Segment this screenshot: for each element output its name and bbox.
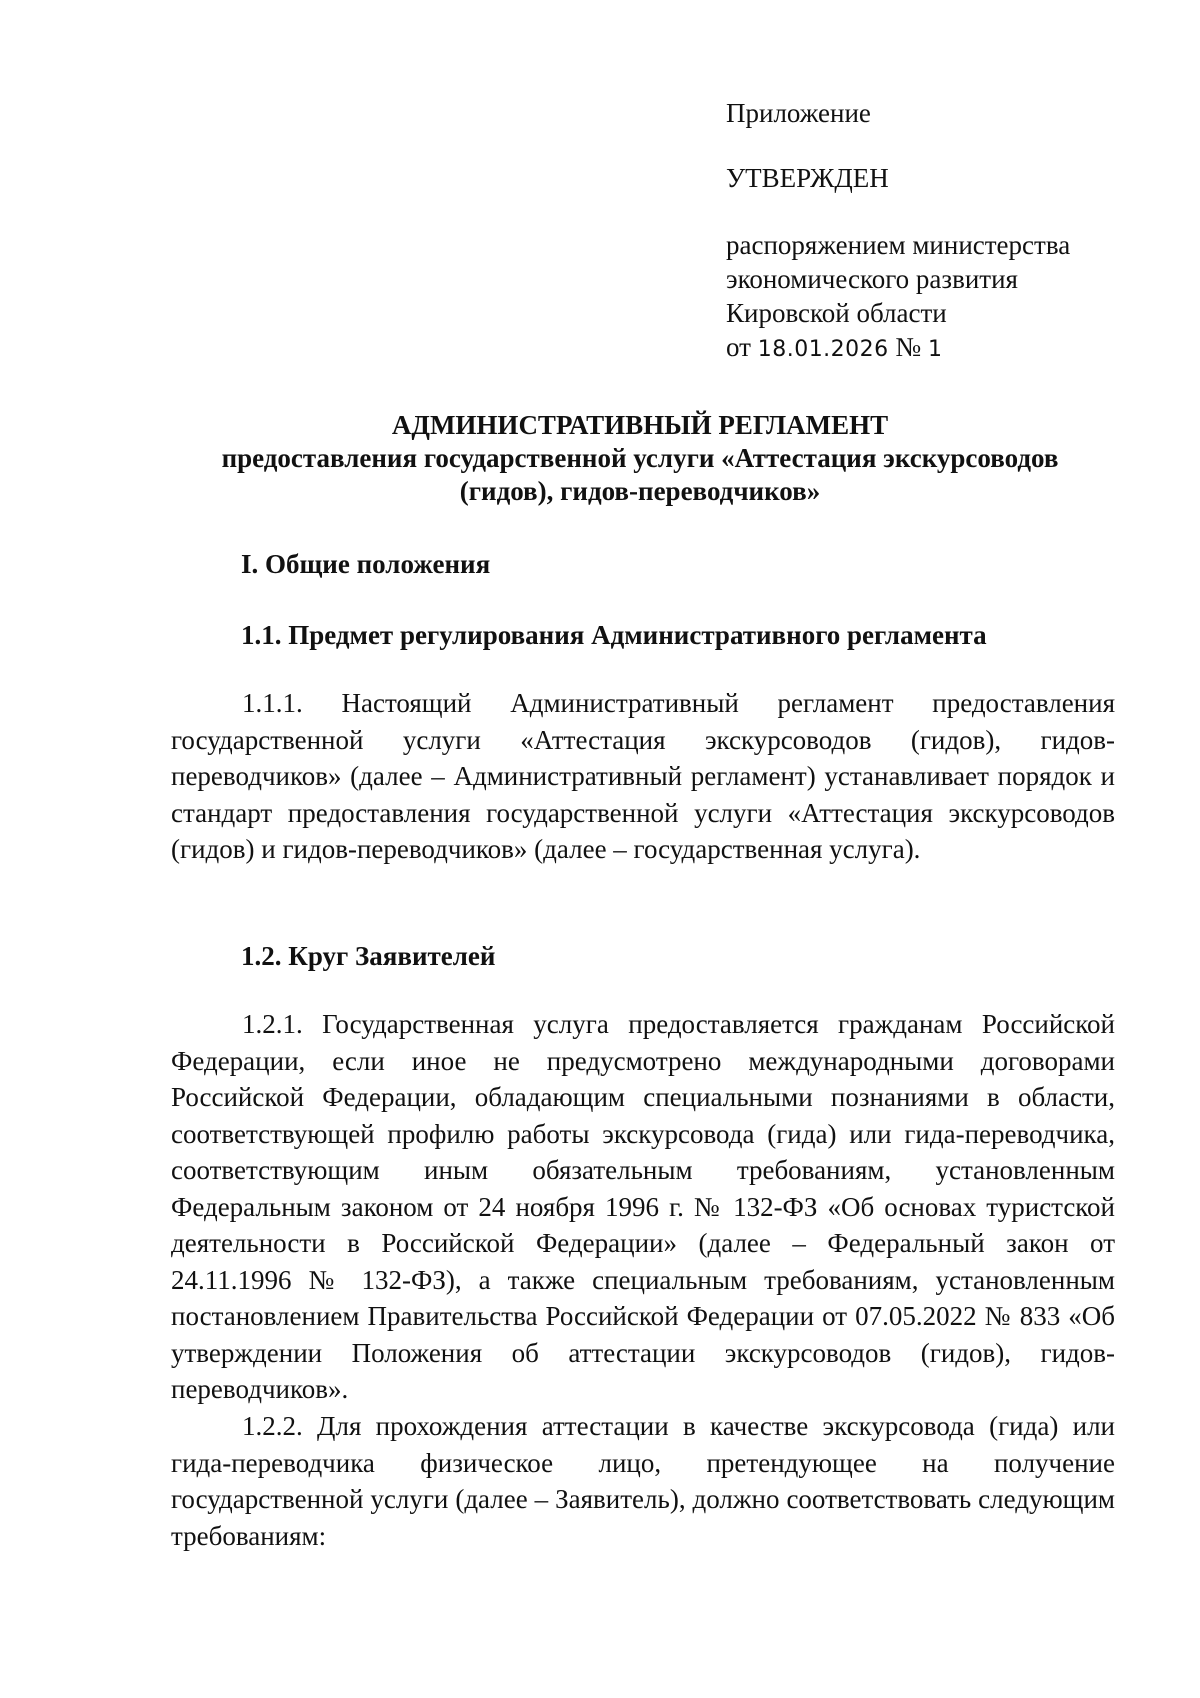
paragraph-1-1-1: 1.1.1. Настоящий Административный регламент предоставления государственной услуги «Аттестация экскурсоводов (гидов), гидов-переводчиков» (далее – Административный регламент) устанавливает порядок и стандарт предоставления государственной услуги «Аттестация экскурсоводов (гидов) и гидов-переводчиков» (далее – государственная услуга). bbox=[171, 688, 1115, 864]
number-label: № bbox=[895, 332, 922, 362]
document-title: АДМИНИСТРАТИВНЫЙ РЕГЛАМЕНТ bbox=[391, 410, 889, 440]
paragraph-1-2-1: 1.2.1. Государственная услуга предоставляется гражданам Российской Федерации, если иное не предусмотрено международными договорами Российской Федерации, обладающим специальными познаниями в области, соответствующей профилю работы экскурсовода (гида) или гида-переводчика, соответствующим иным обязательным требованиям, установленным Федеральным законом от 24 ноября 1996 г. № 132-ФЗ «Об основах туристской деятельности в Российской Федерации» (далее – Федеральный закон от 24.11.1996 № 132-ФЗ), а также специальным требованиям, установленным постановлением Правительства Российской Федерации от 07.05.2022 № 833 «Об утверждении Положения об аттестации экскурсоводов (гидов), гидов-переводчиков». bbox=[171, 1009, 1115, 1404]
document-subtitle-line-2: (гидов), гидов-переводчиков» bbox=[459, 476, 821, 506]
approved-by-line-3: Кировской области bbox=[726, 298, 947, 328]
approval-stamp-block bbox=[726, 96, 1106, 367]
section-heading-subject: 1.1. Предмет регулирования Административного регламента bbox=[241, 620, 987, 650]
approved-by-line-2: экономического развития bbox=[726, 264, 1018, 294]
approved-label: УТВЕРЖДЕН bbox=[726, 163, 889, 193]
appendix-label: Приложение bbox=[726, 98, 871, 128]
handwritten-number: 1 bbox=[927, 337, 943, 362]
handwritten-date: 18.01.2026 bbox=[757, 337, 889, 362]
document-title-block bbox=[170, 408, 1110, 508]
document-subtitle-line-1: предоставления государственной услуги «Аттестация экскурсоводов bbox=[221, 443, 1059, 473]
approved-by-line-1: распоряжением министерства bbox=[726, 230, 1071, 260]
section-heading-general: I. Общие положения bbox=[241, 549, 491, 579]
paragraph-1-2-2: 1.2.2. Для прохождения аттестации в качестве экскурсовода (гида) или гида-переводчика физическое лицо, претендующее на получение государственной услуги (далее – Заявитель), должно соответствовать следующим требованиям: bbox=[171, 1411, 1115, 1551]
section-heading-applicants: 1.2. Круг Заявителей bbox=[241, 941, 496, 971]
date-prefix: от bbox=[726, 332, 751, 362]
approval-date-line bbox=[726, 330, 1106, 367]
